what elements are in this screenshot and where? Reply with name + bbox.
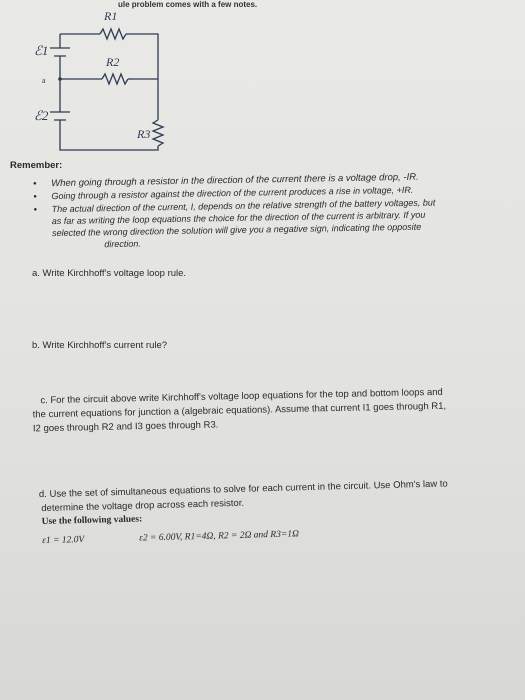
remember-continuation: direction.: [104, 238, 141, 250]
remember-bullet-dot: •: [33, 204, 38, 216]
e1-label: ℰ1: [34, 43, 49, 58]
remember-bullet-dot: •: [33, 178, 37, 190]
question-d-line: determine the voltage drop across each resistor.: [41, 497, 245, 515]
remember-heading: Remember:: [10, 160, 63, 171]
value-e2: ε2 = 6.00V, R1=4Ω, R2 = 2Ω and R3=1Ω: [139, 529, 300, 544]
e2-label: ℰ2: [34, 108, 49, 123]
remember-bullet: The actual direction of the current, I, depends on the relative strength of the battery voltages, but: [51, 197, 436, 215]
question-c-line: I2 goes through R2 and I3 goes through R3.: [32, 419, 219, 435]
junction-a: [58, 77, 62, 81]
battery-e2: [50, 112, 70, 120]
remember-bullet-dot: •: [33, 191, 37, 203]
remember-continuation: as far as writing the loop equations the choice for the direction of the current is arbitrary. If you: [51, 209, 426, 227]
question-d-line: d. Use the set of simultaneous equations to solve for each current in the circuit. Use Ohm's law to: [38, 478, 448, 501]
value-e1: ε1 = 12.0V: [42, 534, 85, 547]
r3-resistor: [153, 120, 163, 146]
junction-a-label: a: [42, 76, 46, 85]
question-c-line: c. For the circuit above write Kirchhoff's voltage loop equations for the top and bottom loops and: [40, 386, 443, 407]
r1-resistor: [100, 29, 126, 39]
question-a: a. Write Kirchhoff's voltage loop rule.: [32, 268, 187, 279]
r2-resistor: [102, 74, 128, 84]
remember-bullet: Going through a resistor against the direction of the current produces a rise in voltage, +IR.: [51, 184, 414, 202]
remember-bullet: When going through a resistor in the direction of the current there is a voltage drop, -IR.: [51, 171, 419, 190]
question-b: b. Write Kirchhoff's current rule?: [32, 340, 168, 351]
header-fragment: ule problem comes with a few notes.: [118, 0, 258, 9]
question-d-line: Use the following values:: [41, 514, 143, 528]
battery-e1: [50, 48, 70, 56]
question-c-line: the current equations for junction a (algebraic equations). Assume that current I1 goes through R1,: [32, 400, 447, 421]
remember-continuation: selected the wrong direction the solution will give you a negative sign, indicating the opposite: [51, 221, 422, 239]
r2-label: R2: [106, 55, 120, 69]
circuit-diagram: [0, 0, 200, 165]
r3-label: R3: [137, 127, 151, 141]
r1-label: R1: [104, 9, 118, 23]
